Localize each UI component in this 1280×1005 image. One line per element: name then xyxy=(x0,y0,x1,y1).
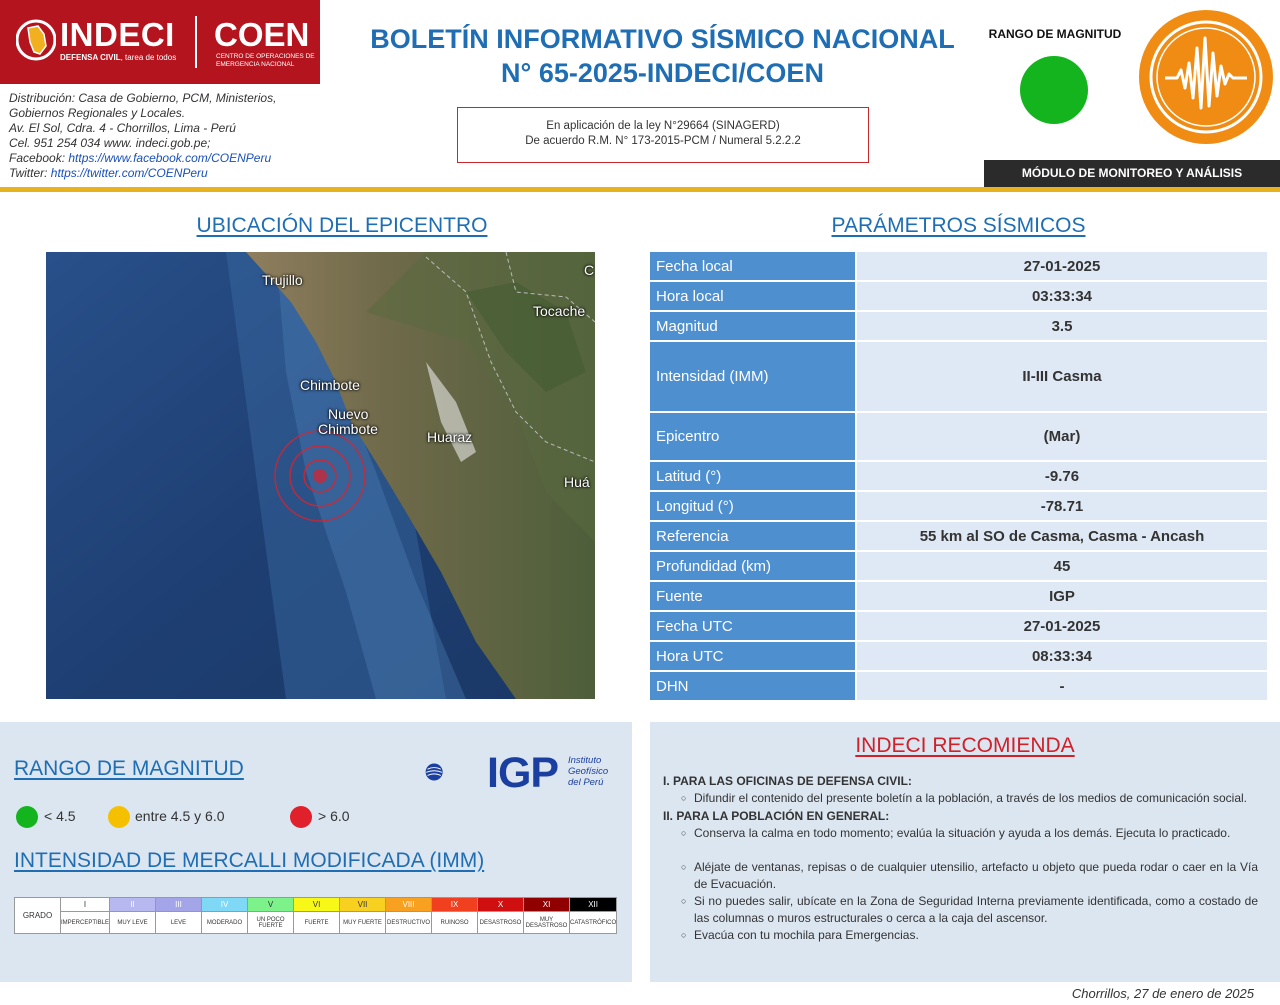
map-label-nuevo-chimbote: Chimbote xyxy=(318,421,378,437)
header-divider xyxy=(0,187,1280,192)
param-value: -9.76 xyxy=(857,462,1267,490)
mercalli-numeral: XII xyxy=(570,898,617,912)
law-line: En aplicación de la ley N°29664 (SINAGERD) xyxy=(546,120,780,132)
igp-logo-subtitle: Instituto Geofísico del Perú xyxy=(568,755,609,788)
recommendations-body xyxy=(663,772,1258,944)
mercalli-desc: LEVE xyxy=(156,912,202,934)
facebook-line: Facebook: https://www.facebook.com/COENPeru xyxy=(9,151,272,165)
mercalli-numeral: IX xyxy=(432,898,478,912)
indeci-coen-logo xyxy=(0,0,320,84)
indeci-logo-text: INDECI xyxy=(60,16,175,53)
param-value: 3.5 xyxy=(857,312,1267,340)
param-row xyxy=(650,582,1267,610)
bulletin-title xyxy=(330,22,995,90)
mercalli-desc: UN POCO FUERTE xyxy=(248,912,294,934)
legend-label-high: > 6.0 xyxy=(318,808,350,824)
mercalli-numeral: III xyxy=(156,898,202,912)
epicenter-section-title: UBICACIÓN DEL EPICENTRO xyxy=(196,214,488,237)
param-value: 45 xyxy=(857,552,1267,580)
param-row xyxy=(650,413,1267,460)
param-label: Profundidad (km) xyxy=(650,552,855,580)
param-value: 03:33:34 xyxy=(857,282,1267,310)
param-label: Hora UTC xyxy=(650,642,855,670)
seismograph-logo-icon xyxy=(1137,8,1275,146)
epicenter-map[interactable] xyxy=(46,252,595,699)
bulletin-number: N° 65-2025-INDECI/COEN xyxy=(501,58,824,88)
param-value: (Mar) xyxy=(857,413,1267,460)
param-label: Referencia xyxy=(650,522,855,550)
mercalli-numeral: VII xyxy=(340,898,386,912)
mercalli-numeral: VIII xyxy=(386,898,432,912)
param-row xyxy=(650,492,1267,520)
coen-logo-text: COEN xyxy=(214,16,310,53)
param-label: Fecha UTC xyxy=(650,612,855,640)
map-label-c: C xyxy=(584,262,595,278)
mercalli-numerals-row xyxy=(15,898,617,912)
param-label: Hora local xyxy=(650,282,855,310)
param-label: Intensidad (IMM) xyxy=(650,342,855,411)
contact-line: Distribución: Casa de Gobierno, PCM, Ministerios, xyxy=(9,91,277,105)
mercalli-desc: MUY LEVE xyxy=(110,912,156,934)
legend-label-low: < 4.5 xyxy=(44,808,76,824)
param-row xyxy=(650,282,1267,310)
param-value: 55 km al SO de Casma, Casma - Ancash xyxy=(857,522,1267,550)
param-label: Fuente xyxy=(650,582,855,610)
indeci-logo-tagline: DEFENSA CIVIL, tarea de todos xyxy=(60,53,177,62)
coen-logo-tagline: CENTRO DE OPERACIONES DE EMERGENCIA NACIONAL xyxy=(216,53,315,68)
recommendations-section-title: II. PARA LA POBLACIÓN EN GENERAL: xyxy=(663,809,890,823)
mercalli-desc: FUERTE xyxy=(294,912,340,934)
contact-info xyxy=(9,91,319,181)
map-label-tocache: Tocache xyxy=(533,303,586,319)
twitter-link[interactable]: https://twitter.com/COENPeru xyxy=(50,166,208,180)
recommendations-list xyxy=(663,790,1258,807)
law-line: De acuerdo R.M. N° 173-2015-PCM / Numeral 5.2.2.2 xyxy=(525,135,801,147)
legend-label-mid: entre 4.5 y 6.0 xyxy=(135,808,225,824)
footer-date: Chorrillos, 27 de enero de 2025 xyxy=(1071,986,1254,1001)
param-label: Epicentro xyxy=(650,413,855,460)
param-value: II-III Casma xyxy=(857,342,1267,411)
law-reference-box xyxy=(457,107,869,163)
contact-line: Gobiernos Regionales y Locales. xyxy=(9,106,186,120)
mercalli-desc: DESASTROSO xyxy=(478,912,524,934)
param-value: IGP xyxy=(857,582,1267,610)
param-value: 27-01-2025 xyxy=(857,612,1267,640)
param-value: - xyxy=(857,672,1267,700)
mercalli-desc-row xyxy=(15,912,617,934)
mercalli-numeral: I xyxy=(61,898,110,912)
param-row xyxy=(650,552,1267,580)
mercalli-desc: RUINOSO xyxy=(432,912,478,934)
recommendations-list xyxy=(663,825,1258,944)
mercalli-numeral: V xyxy=(248,898,294,912)
mercalli-desc: CATASTRÓFICO xyxy=(570,912,617,934)
mercalli-grado-label: GRADO xyxy=(15,898,61,934)
recommendation-item: ○ Difundir el contenido del presente boletín a la población, a través de los medios de comunicación social. xyxy=(681,790,1258,807)
param-row xyxy=(650,612,1267,640)
param-label: DHN xyxy=(650,672,855,700)
param-row xyxy=(650,642,1267,670)
map-label-trujillo: Trujillo xyxy=(262,272,303,288)
param-label: Magnitud xyxy=(650,312,855,340)
mercalli-desc: MUY FUERTE xyxy=(340,912,386,934)
facebook-link[interactable]: https://www.facebook.com/COENPeru xyxy=(68,151,272,165)
logo-divider xyxy=(195,16,197,68)
mercalli-scale-table xyxy=(14,897,617,934)
recommendation-item: ○ Conserva la calma en todo momento; evalúa la situación y ayuda a los demás. Ejecuta lo practicado. xyxy=(681,825,1258,842)
param-value: -78.71 xyxy=(857,492,1267,520)
legend-dot-green xyxy=(16,806,38,828)
legend-dot-yellow xyxy=(108,806,130,828)
mercalli-title: INTENSIDAD DE MERCALLI MODIFICADA (IMM) xyxy=(14,849,485,872)
recommendation-item: ○ Aléjate de ventanas, repisas o de cualquier utensilio, artefacto u objeto que pueda rodar o caer en la Vía de Evacuación. xyxy=(681,859,1258,893)
contact-line: Cel. 951 254 034 www. indeci.gob.pe; xyxy=(9,136,211,150)
mercalli-desc: MODERADO xyxy=(202,912,248,934)
recommendations-title: INDECI RECOMIENDA xyxy=(855,734,1075,757)
param-row xyxy=(650,312,1267,340)
magnitude-range-title: RANGO DE MAGNITUD xyxy=(14,757,244,780)
param-label: Longitud (°) xyxy=(650,492,855,520)
map-label-chimbote: Chimbote xyxy=(300,377,360,393)
igp-logo-text: IGP xyxy=(487,749,559,797)
mercalli-numeral: VI xyxy=(294,898,340,912)
param-row xyxy=(650,462,1267,490)
magnitude-range-label: RANGO DE MAGNITUD xyxy=(988,27,1122,41)
param-row xyxy=(650,672,1267,700)
monitoring-module-bar: MÓDULO DE MONITOREO Y ANÁLISIS xyxy=(984,160,1280,187)
contact-line: Av. El Sol, Cdra. 4 - Chorrillos, Lima - Perú xyxy=(9,121,236,135)
map-label-huanuco: Huá xyxy=(564,474,590,490)
igp-globe-icon xyxy=(425,743,485,801)
param-value: 27-01-2025 xyxy=(857,252,1267,280)
mercalli-numeral: IV xyxy=(202,898,248,912)
legend-dot-red xyxy=(290,806,312,828)
param-row xyxy=(650,342,1267,411)
param-row xyxy=(650,522,1267,550)
peru-shield-icon xyxy=(16,16,56,64)
mercalli-desc: MUY DESASTROSO xyxy=(524,912,570,934)
magnitude-indicator-dot xyxy=(1020,56,1088,124)
map-canvas xyxy=(46,252,595,699)
mercalli-numeral: X xyxy=(478,898,524,912)
parameters-section-title: PARÁMETROS SÍSMICOS xyxy=(831,214,1086,237)
bulletin-title-line1: BOLETÍN INFORMATIVO SÍSMICO NACIONAL xyxy=(370,24,955,54)
param-row xyxy=(650,252,1267,280)
seismic-parameters-table xyxy=(650,250,1267,702)
map-label-nuevo: Nuevo xyxy=(328,406,369,422)
twitter-line: Twitter: https://twitter.com/COENPeru xyxy=(9,166,208,180)
mercalli-numeral: II xyxy=(110,898,156,912)
recommendation-item: ○ Si no puedes salir, ubícate en la Zona de Seguridad Interna previamente identificada, como a costado de las columnas o muros estructurales o cerca a la caja del ascensor. xyxy=(681,893,1258,927)
map-label-huaraz: Huaraz xyxy=(427,429,473,445)
recommendations-section-title: I. PARA LAS OFICINAS DE DEFENSA CIVIL: xyxy=(663,774,912,788)
mercalli-desc: DESTRUCTIVO xyxy=(386,912,432,934)
recommendation-item: ○ Evacúa con tu mochila para Emergencias. xyxy=(681,927,1258,944)
param-label: Latitud (°) xyxy=(650,462,855,490)
param-label: Fecha local xyxy=(650,252,855,280)
param-value: 08:33:34 xyxy=(857,642,1267,670)
mercalli-numeral: XI xyxy=(524,898,570,912)
mercalli-desc: IMPERCEPTIBLE xyxy=(61,912,110,934)
